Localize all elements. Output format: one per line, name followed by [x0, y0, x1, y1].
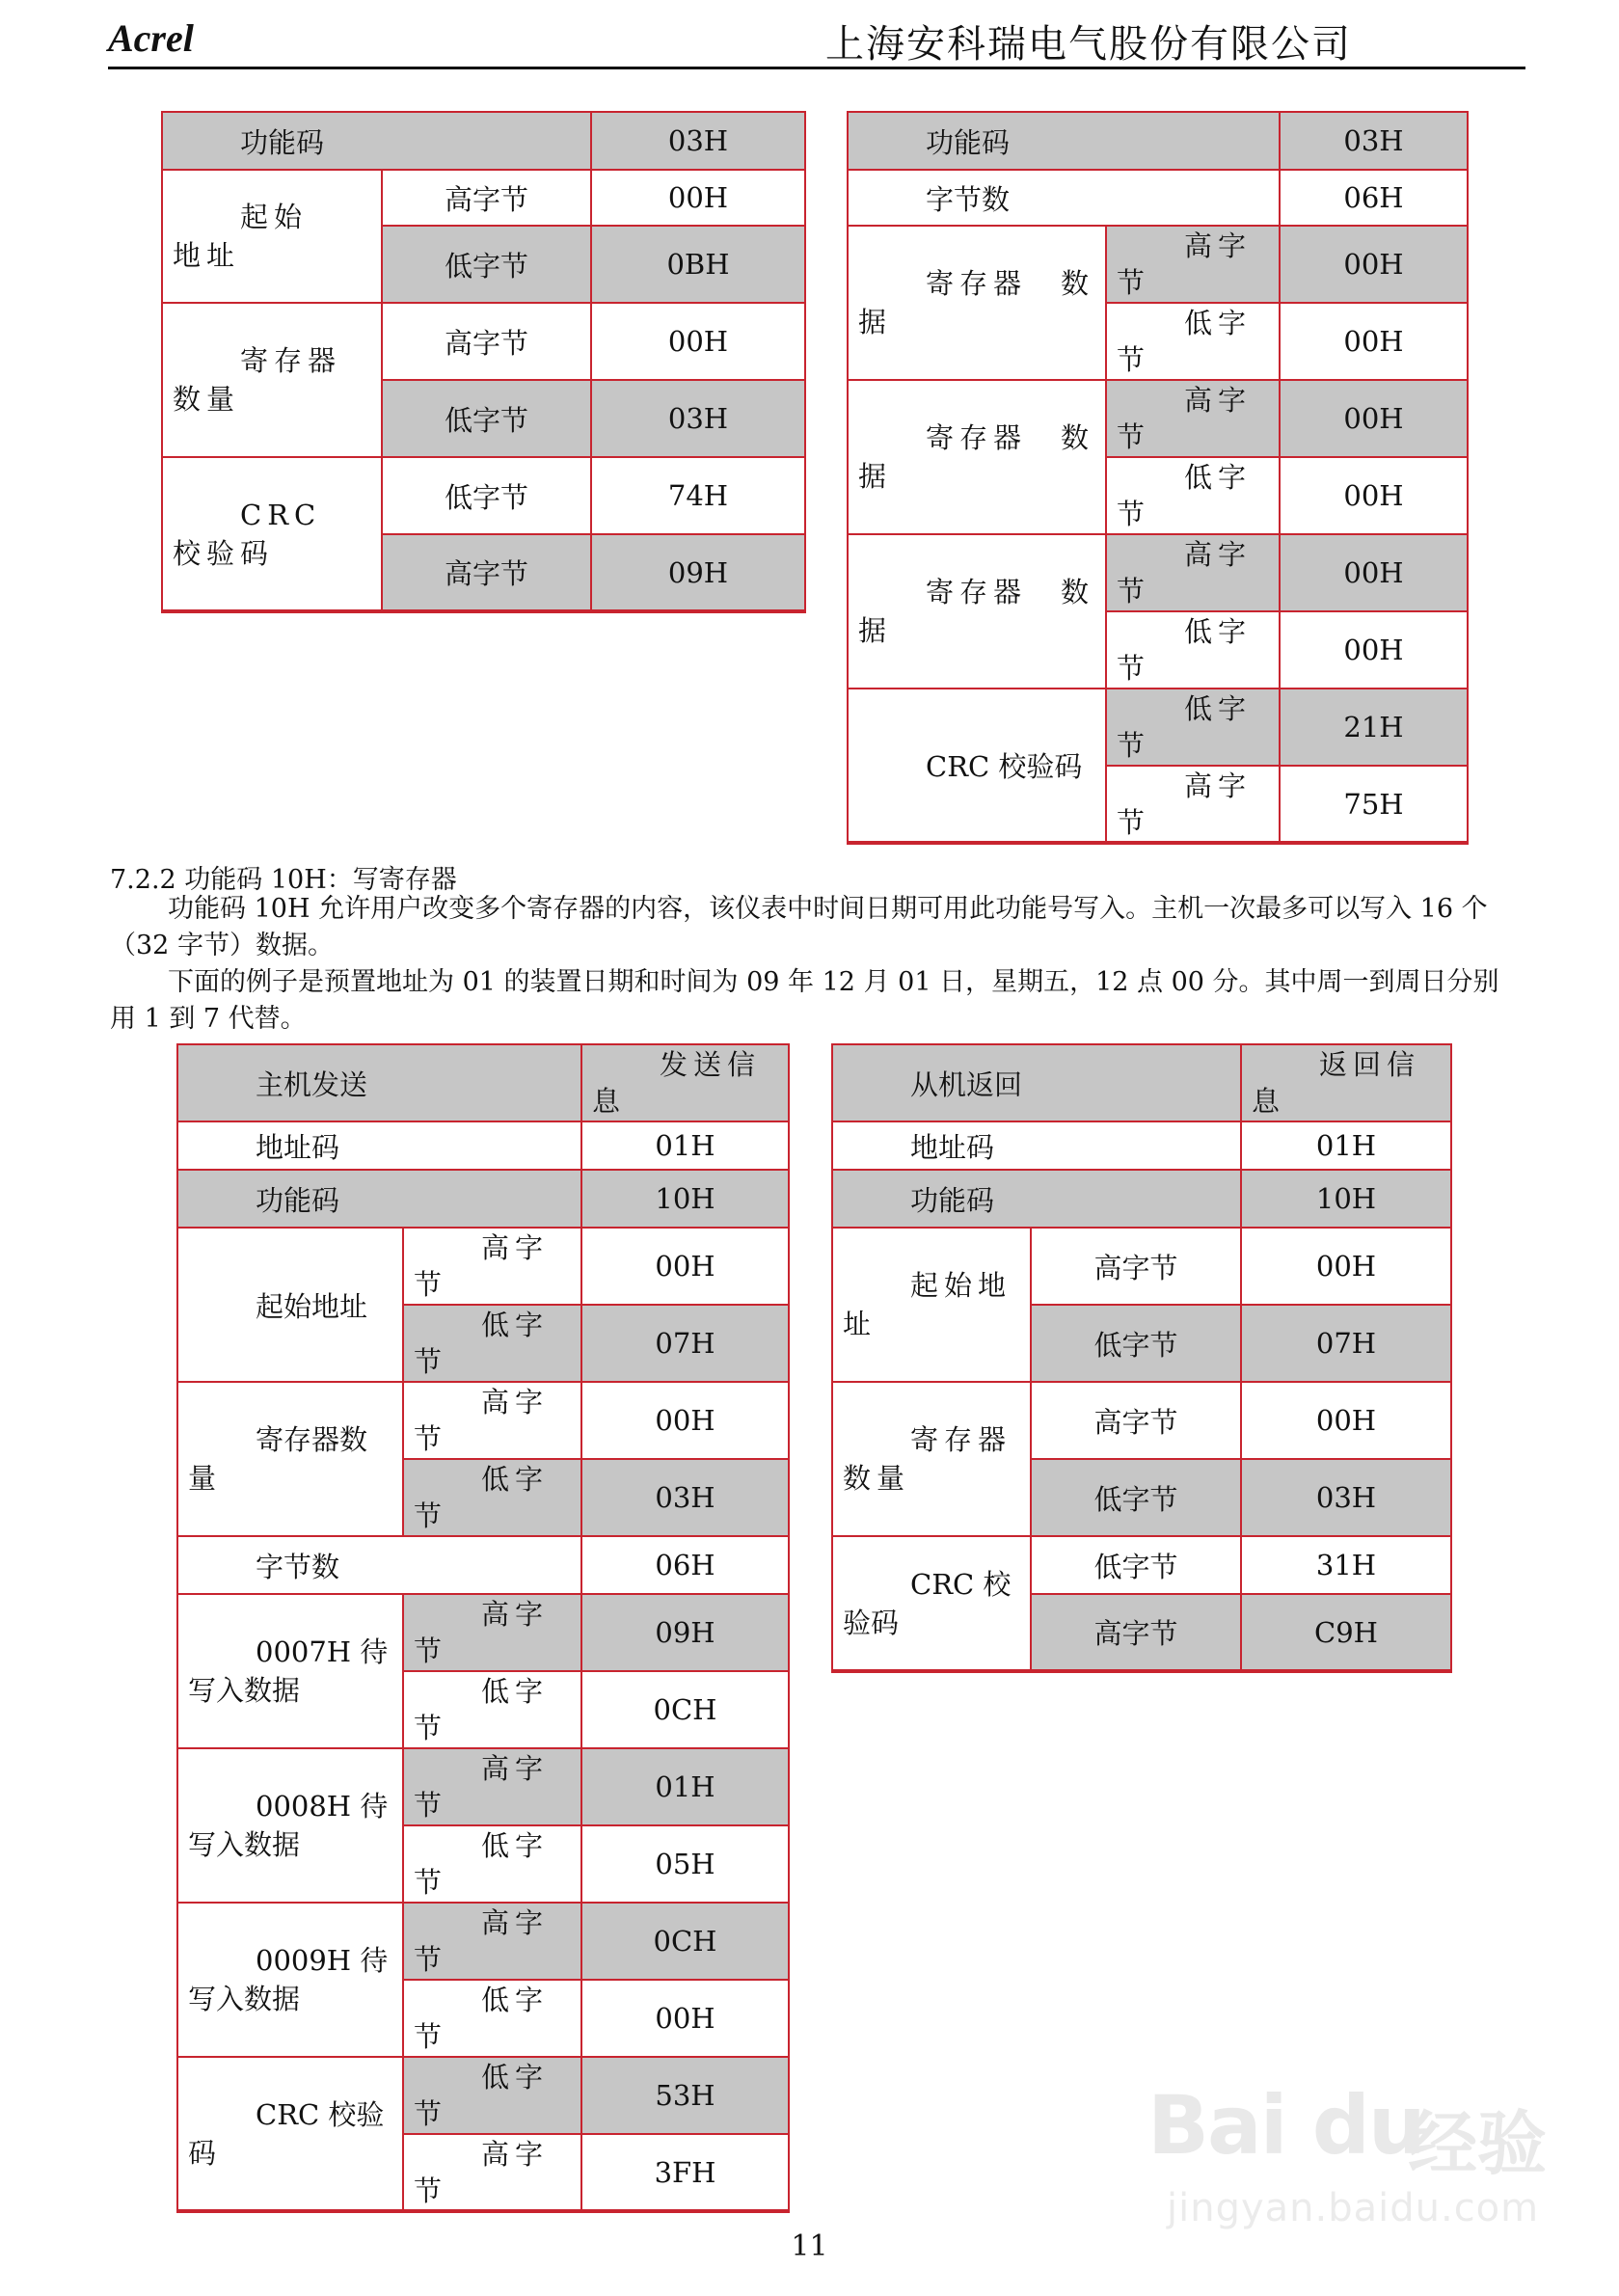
cell-value: 03H [581, 1459, 789, 1536]
cell-sublabel: 高字节 [1106, 534, 1280, 611]
cell-value: 03H [1280, 112, 1468, 170]
section-title: 7.2.2 功能码 10H：写寄存器 [110, 865, 457, 895]
cell-value: 01H [581, 1748, 789, 1825]
cell-sublabel: 高字节 [382, 303, 591, 380]
cell-label: 地址码 [177, 1121, 581, 1170]
cell-sublabel: 高字节 [1031, 1382, 1241, 1459]
cell-value: 00H [591, 170, 805, 226]
table-read-response [847, 111, 1469, 845]
cell-value: 06H [1280, 170, 1468, 226]
cell-label: 起始 地址 [162, 170, 382, 303]
cell-label: 寄存器 数据 [848, 380, 1106, 534]
watermark-brand: Bai du [1147, 2078, 1424, 2173]
cell-label: CRC 校验码 [848, 689, 1106, 843]
cell-value: 00H [1280, 611, 1468, 689]
cell-sublabel: 高字节 [382, 170, 591, 226]
cell-value: 74H [591, 457, 805, 534]
cell-value: 00H [1280, 380, 1468, 457]
cell-label: 字节数 [848, 170, 1280, 226]
cell-label: 功能码 [162, 112, 591, 170]
cell-value: 0CH [581, 1903, 789, 1980]
cell-value: 01H [1241, 1121, 1451, 1170]
cell-value: 09H [591, 534, 805, 611]
cell-label: CRC 校验码 [162, 457, 382, 611]
cell-value: 00H [1280, 303, 1468, 380]
cell-sublabel: 高字节 [403, 1594, 581, 1671]
cell-sublabel: 低字节 [1106, 611, 1280, 689]
cell-sublabel: 低字节 [403, 1825, 581, 1903]
cell-label: 功能码 [848, 112, 1280, 170]
cell-sublabel: 低字节 [1106, 303, 1280, 380]
cell-value: 00H [1280, 534, 1468, 611]
cell-value: 06H [581, 1536, 789, 1594]
cell-value: 10H [1241, 1170, 1451, 1228]
cell-value: 00H [1241, 1382, 1451, 1459]
cell-label: CRC 校验码 [177, 2057, 403, 2211]
cell-label: 寄存器 数据 [848, 534, 1106, 689]
baidu-watermark [1147, 2078, 1562, 2252]
cell-sublabel: 低字节 [382, 226, 591, 303]
cell-sublabel: 高字节 [1031, 1228, 1241, 1305]
cell-value: 00H [581, 1228, 789, 1305]
cell-sublabel: 低字节 [382, 457, 591, 534]
table-write-request [176, 1043, 790, 2213]
page-header [108, 10, 1525, 69]
cell-sublabel: 高字节 [403, 1382, 581, 1459]
cell-sublabel: 低字节 [1031, 1459, 1241, 1536]
cell-label: 起始地址 [832, 1228, 1031, 1382]
cell-value: 0BH [591, 226, 805, 303]
cell-sublabel: 高字节 [403, 2134, 581, 2211]
cell-sublabel: 高字节 [1106, 766, 1280, 843]
cell-label: 起始地址 [177, 1228, 403, 1382]
cell-sublabel: 低字节 [1031, 1305, 1241, 1382]
cell-label: 主机发送 [177, 1044, 581, 1121]
cell-value: C9H [1241, 1594, 1451, 1671]
cell-value: 00H [581, 1980, 789, 2057]
watermark-sub: 经验 [1408, 2103, 1548, 2184]
watermark-url: jingyan.baidu.com [1167, 2186, 1540, 2230]
cell-value: 03H [591, 380, 805, 457]
cell-label: 功能码 [177, 1170, 581, 1228]
paragraph: 下面的例子是预置地址为 01 的装置日期和时间为 09 年 12 月 01 日，星期五，12 点 00 分。其中周一到周日分别用 1 到 7 代替。 [110, 967, 1499, 1034]
cell-label: 寄存器数量 [832, 1382, 1031, 1536]
cell-value: 00H [1280, 457, 1468, 534]
cell-value: 00H [1280, 226, 1468, 303]
cell-label: 寄存器 数据 [848, 226, 1106, 380]
cell-label: 0009H 待写入数据 [177, 1903, 403, 2057]
cell-value: 75H [1280, 766, 1468, 843]
cell-value: 31H [1241, 1536, 1451, 1594]
cell-value: 21H [1280, 689, 1468, 766]
paragraph: 功能码 10H 允许用户改变多个寄存器的内容，该仪表中时间日期可用此功能号写入。主机一次最多可以写入 16 个（32 字节）数据。 [110, 894, 1488, 960]
cell-value: 00H [581, 1382, 789, 1459]
cell-sublabel: 低字节 [1106, 457, 1280, 534]
cell-value: 53H [581, 2057, 789, 2134]
table-read-request [161, 111, 806, 613]
cell-value: 07H [581, 1305, 789, 1382]
cell-sublabel: 高字节 [1106, 380, 1280, 457]
company-name: 上海安科瑞电气股份有限公司 [825, 22, 1352, 67]
cell-value: 00H [1241, 1228, 1451, 1305]
cell-value: 05H [581, 1825, 789, 1903]
cell-sublabel: 低字节 [1106, 689, 1280, 766]
cell-sublabel: 低字节 [403, 1305, 581, 1382]
cell-sublabel: 高字节 [1031, 1594, 1241, 1671]
cell-label: 寄存器数量 [177, 1382, 403, 1536]
cell-sublabel: 高字节 [403, 1903, 581, 1980]
cell-sublabel: 低字节 [403, 1459, 581, 1536]
table-write-response [831, 1043, 1452, 1673]
cell-label: 0007H 待写入数据 [177, 1594, 403, 1748]
cell-label: 寄存器数量 [162, 303, 382, 457]
cell-sublabel: 高字节 [403, 1748, 581, 1825]
cell-label: 从机返回 [832, 1044, 1241, 1121]
cell-value: 03H [1241, 1459, 1451, 1536]
cell-value: 0CH [581, 1671, 789, 1748]
cell-label: CRC 校验码 [832, 1536, 1031, 1671]
cell-value: 10H [581, 1170, 789, 1228]
cell-value: 发送信息 [581, 1044, 789, 1121]
cell-value: 09H [581, 1594, 789, 1671]
cell-value: 00H [591, 303, 805, 380]
cell-label: 地址码 [832, 1121, 1241, 1170]
cell-value: 01H [581, 1121, 789, 1170]
cell-sublabel: 低字节 [382, 380, 591, 457]
cell-value: 返回信息 [1241, 1044, 1451, 1121]
cell-sublabel: 低字节 [1031, 1536, 1241, 1594]
brand-logo-text: Acrel [108, 16, 194, 60]
cell-label: 0008H 待写入数据 [177, 1748, 403, 1903]
cell-sublabel: 高字节 [382, 534, 591, 611]
cell-value: 3FH [581, 2134, 789, 2211]
cell-sublabel: 高字节 [1106, 226, 1280, 303]
cell-sublabel: 低字节 [403, 1671, 581, 1748]
cell-sublabel: 低字节 [403, 1980, 581, 2057]
cell-value: 03H [591, 112, 805, 170]
cell-sublabel: 低字节 [403, 2057, 581, 2134]
cell-sublabel: 高字节 [403, 1228, 581, 1305]
cell-value: 07H [1241, 1305, 1451, 1382]
cell-label: 字节数 [177, 1536, 581, 1594]
cell-label: 功能码 [832, 1170, 1241, 1228]
page-number: 11 [791, 2229, 828, 2263]
